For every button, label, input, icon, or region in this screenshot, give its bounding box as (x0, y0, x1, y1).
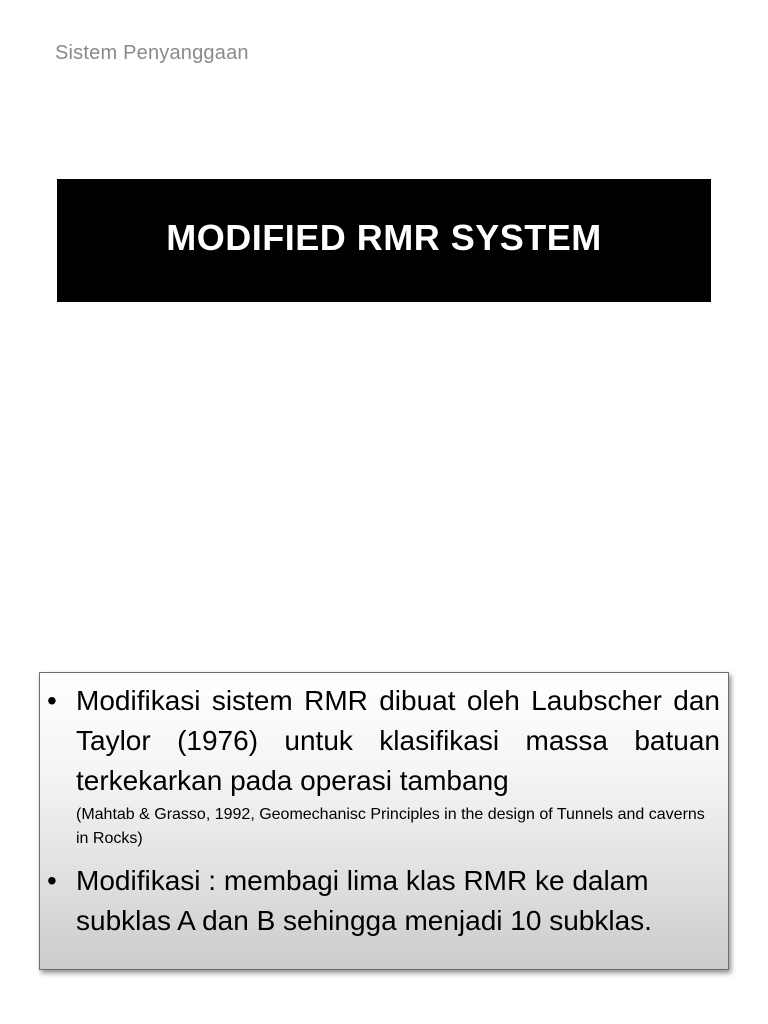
bullet-text-1 (76, 681, 720, 851)
content-box (39, 672, 729, 970)
bullet-2-main-text: Modifikasi : membagi lima klas RMR ke dalam subklas A dan B sehingga menjadi 10 subklas. (76, 865, 652, 936)
bullet-text-2 (76, 861, 720, 941)
bullet-item-1 (47, 681, 720, 851)
slide-header-label: Sistem Penyanggaan (55, 42, 249, 64)
bullet-1-citation: (Mahtab & Grasso, 1992, Geomechanisc Principles in the design of Tunnels and caverns in Rocks) (76, 806, 705, 847)
slide-title: MODIFIED RMR SYSTEM (166, 216, 602, 258)
bullet-marker-2: • (47, 865, 57, 896)
bullet-item-2 (47, 861, 720, 941)
bullet-1-main-text: Modifikasi sistem RMR dibuat oleh Laubscher dan Taylor (1976) untuk klasifikasi massa batuan terkekarkan pada operasi tambang (76, 685, 720, 796)
bullet-marker-1: • (47, 685, 57, 716)
title-banner (57, 179, 711, 302)
